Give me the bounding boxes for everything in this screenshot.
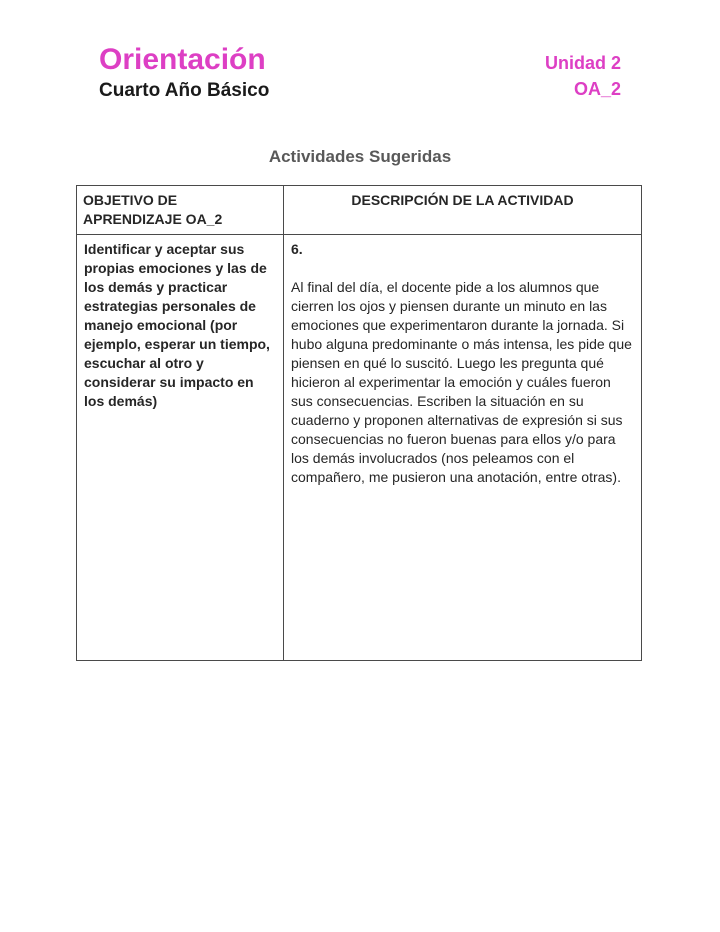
grade-subtitle: Cuarto Año Básico: [99, 80, 270, 101]
table-header-objective: OBJETIVO DE APRENDIZAJE OA_2: [77, 186, 284, 235]
table-row: [77, 235, 642, 661]
subject-title: Orientación: [99, 43, 266, 76]
table-header-description: DESCRIPCIÓN DE LA ACTIVIDAD: [284, 186, 642, 235]
section-title: Actividades Sugeridas: [268, 147, 452, 166]
activity-number: 6.: [291, 241, 303, 257]
header-right-block: [545, 44, 621, 99]
table-header-row: [77, 186, 642, 235]
header-left-block: [99, 44, 269, 102]
objective-cell: [77, 235, 284, 661]
description-cell: [284, 235, 642, 661]
activity-description: Al final del día, el docente pide a los alumnos que cierren los ojos y piensen durante un minuto en las emociones que experimentaron durante la jornada. Si hubo alguna predominante o más intensa, les pide que piensen en qué lo suscitó. Luego les pregunta qué hicieron al experimentar la emoción y cuáles fueron sus consecuencias. Escriben la situación en su cuaderno y proponen alternativas de expresión si sus consecuencias no fueron buenas para ellos y/o para los demás involucrados (nos peleamos con el compañero, me pusieron una anotación, entre otras).: [291, 279, 632, 485]
document-header: [99, 44, 621, 102]
oa-label: OA_2: [573, 79, 621, 99]
objective-text: Identificar y aceptar sus propias emociones y las de los demás y practicar estrategias personales de manejo emocional (por ejemplo, esperar un tiempo, escuchar al otro y considerar su impacto en los demás): [84, 241, 270, 409]
unit-label: Unidad 2: [544, 53, 621, 73]
activities-table: [76, 185, 642, 661]
